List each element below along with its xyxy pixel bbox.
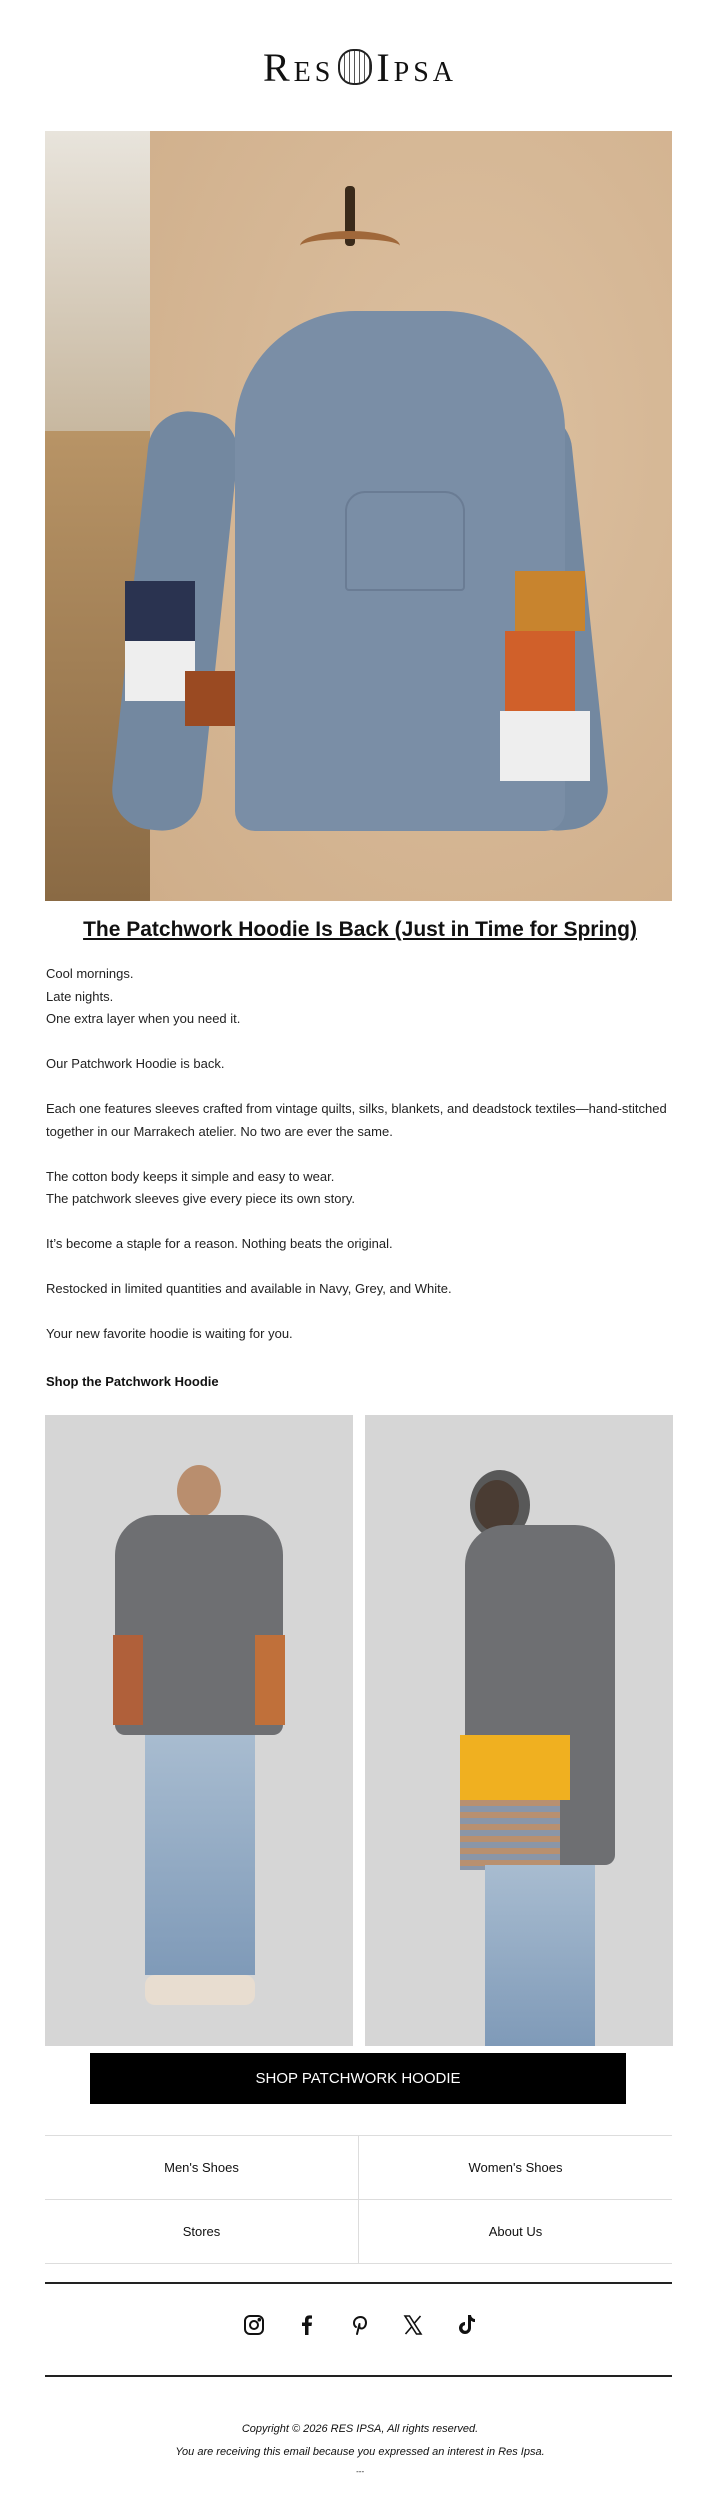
hero-image-hoodie-on-hanger[interactable] (45, 131, 672, 901)
line: One extra layer when you need it. (46, 1011, 241, 1026)
facebook-icon[interactable] (295, 2313, 319, 2337)
line: The patchwork sleeves give every piece its own story. (46, 1191, 356, 1206)
social-links (0, 2313, 720, 2337)
white-patch (500, 711, 590, 781)
pinterest-icon[interactable] (348, 2313, 372, 2337)
paragraph (46, 963, 676, 1031)
divider (45, 2282, 672, 2284)
rust-patch (185, 671, 235, 726)
line: Cool mornings. (46, 966, 134, 981)
product-image-male-model[interactable] (45, 1415, 353, 2046)
brand-logo[interactable] (0, 44, 720, 91)
subscription-reason-text: You are receiving this email because you expressed an interest in Res Ipsa. (175, 2446, 545, 2458)
nav-mens-shoes[interactable]: Men's Shoes (164, 2160, 239, 2175)
article-title: The Patchwork Hoodie Is Back (Just in Time for Spring) (83, 918, 637, 941)
barrel-icon (338, 49, 372, 85)
model-jeans (485, 1865, 595, 2046)
product-image-female-model[interactable] (365, 1415, 673, 2046)
logo-text-ipsa: Ipsa (376, 45, 458, 90)
shop-patchwork-hoodie-button[interactable]: SHOP PATCHWORK HOODIE (90, 2053, 626, 2104)
tiktok-icon[interactable] (454, 2313, 478, 2337)
line: Late nights. (46, 988, 114, 1004)
footer-nav-grid (45, 2135, 672, 2264)
kangaroo-pocket (345, 491, 465, 591)
x-icon[interactable] (401, 2313, 425, 2337)
model-head (177, 1465, 221, 1517)
paisley-patch (505, 631, 575, 711)
nav-row (45, 2136, 672, 2200)
nav-row (45, 2200, 672, 2264)
copyright-text: Copyright © 2026 RES IPSA, All rights reserved. (241, 2423, 479, 2435)
model-jeans (145, 1735, 255, 1975)
sleeve-patch (255, 1635, 285, 1725)
footer-dash: --- (356, 2467, 364, 2476)
model-shoes (145, 1975, 255, 2005)
paragraph: It’s become a staple for a reason. Nothing beats the original. (46, 1236, 393, 1251)
nav-stores[interactable]: Stores (182, 2224, 221, 2239)
logo-text-res: Res (262, 45, 335, 90)
striped-patch (460, 1800, 560, 1870)
article-body (46, 963, 676, 1368)
line: The cotton body keeps it simple and easy to wear. (46, 1168, 335, 1184)
paragraph (46, 1166, 676, 1211)
plaid-patch (515, 571, 585, 631)
paragraph: Restocked in limited quantities and available in Navy, Grey, and White. (46, 1281, 452, 1296)
divider (45, 2375, 672, 2377)
shop-heading: Shop the Patchwork Hoodie (46, 1374, 219, 1389)
desert-sky (45, 131, 150, 431)
paragraph: Your new favorite hoodie is waiting for you. (46, 1326, 293, 1341)
paragraph: Each one features sleeves crafted from vintage quilts, silks, blankets, and deadstock textiles—hand-stitched together in our Marrakech atelier. No two are ever the same. (46, 1101, 667, 1139)
yellow-patch (460, 1735, 570, 1800)
nav-womens-shoes[interactable]: Women's Shoes (358, 2136, 672, 2199)
instagram-icon[interactable] (242, 2313, 266, 2337)
nav-about-us[interactable]: About Us (358, 2200, 672, 2263)
paragraph: Our Patchwork Hoodie is back. (46, 1056, 225, 1071)
sleeve-patch (113, 1635, 143, 1725)
floral-patch (125, 581, 195, 641)
hanger (300, 231, 400, 261)
